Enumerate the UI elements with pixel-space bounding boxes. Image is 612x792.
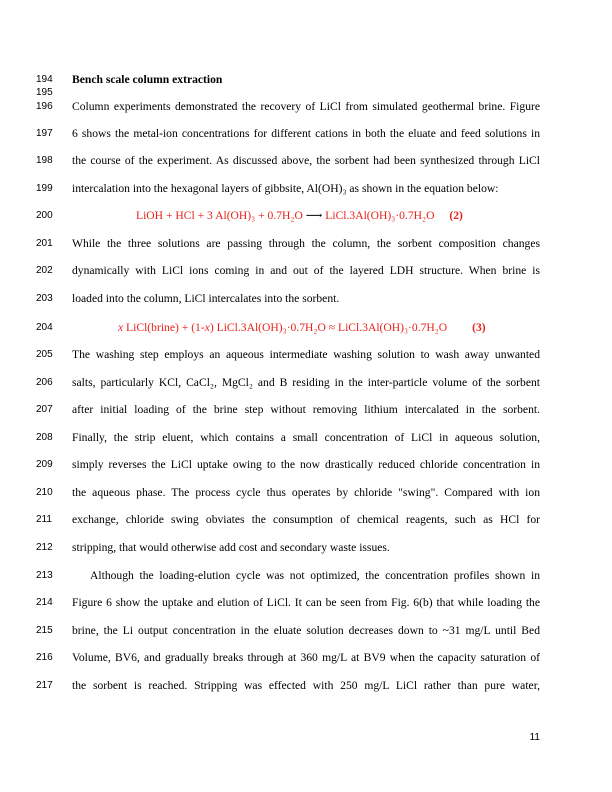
body-text-line: While the three solutions are passing through the column, the sorbent composition changes xyxy=(72,237,540,250)
body-text-line: Column experiments demonstrated the recovery of LiCl from simulated geothermal brine. Figure xyxy=(72,100,540,113)
body-text-line: Figure 6 show the uptake and elution of LiCl. It can be seen from Fig. 6(b) that while loading the xyxy=(72,596,540,609)
page-number: 11 xyxy=(529,732,540,743)
line-number: 208 xyxy=(36,432,53,443)
line-number: 197 xyxy=(36,128,53,139)
equation-2-left: LiOH + HCl + 3 Al(OH)₃ + 0.7H₂O xyxy=(136,209,303,222)
equation-3-number: (3) xyxy=(472,321,486,334)
body-text-line: exchange, chloride swing obviates the consumption of chemical reagents, such as HCl for xyxy=(72,513,540,526)
line-number: 215 xyxy=(36,625,53,636)
line-number: 211 xyxy=(36,514,52,525)
equation-2 xyxy=(136,209,463,223)
line-number: 195 xyxy=(36,87,53,98)
line-number: 194 xyxy=(36,74,53,85)
equation-2-number: (2) xyxy=(449,209,463,222)
body-text-line: brine, the Li output concentration in the eluate solution decreases down to ~31 mg/L until Bed xyxy=(72,624,540,637)
equation-2-right: LiCl.3Al(OH)₃·0.7H₂O xyxy=(325,209,435,222)
body-text-line: the course of the experiment. As discussed above, the sorbent had been synthesized through LiCl xyxy=(72,154,540,167)
body-text-line: the sorbent is reached. Stripping was effected with 250 mg/L LiCl rather than pure water, xyxy=(72,679,540,692)
line-number: 209 xyxy=(36,459,53,470)
body-text-line: Although the loading-elution cycle was not optimized, the concentration profiles shown in xyxy=(90,569,540,582)
body-text-line: The washing step employs an aqueous intermediate washing solution to wash away unwanted xyxy=(72,348,540,361)
reaction-arrow-icon: ⟶ xyxy=(305,209,323,222)
line-number: 214 xyxy=(36,597,53,608)
section-heading: Bench scale column extraction xyxy=(72,73,223,86)
body-text-line: Volume, BV6, and gradually breaks through at 360 mg/L at BV9 when the capacity saturation of xyxy=(72,651,540,664)
line-number: 217 xyxy=(36,680,53,691)
body-text-line: 6 shows the metal-ion concentrations for different cations in both the eluate and feed solutions in xyxy=(72,127,540,140)
line-number: 212 xyxy=(36,542,53,553)
line-number: 213 xyxy=(36,570,53,581)
body-text-line: the aqueous phase. The process cycle thus operates by chloride "swing". Compared with ion xyxy=(72,486,540,499)
line-number: 203 xyxy=(36,293,53,304)
body-text-line: loaded into the column, LiCl intercalates into the sorbent. xyxy=(72,292,340,305)
line-number: 198 xyxy=(36,155,53,166)
line-number: 201 xyxy=(36,238,53,249)
line-number: 216 xyxy=(36,652,53,663)
equation-3-part: LiCl(brine) + (1- xyxy=(123,321,205,334)
body-text-line: Finally, the strip eluent, which contains a small concentration of LiCl in aqueous solution, xyxy=(72,431,540,444)
line-number: 210 xyxy=(36,487,53,498)
line-number: 206 xyxy=(36,377,53,388)
line-number: 199 xyxy=(36,183,53,194)
line-number: 202 xyxy=(36,265,53,276)
line-number: 196 xyxy=(36,101,53,112)
equation-3-variable: x xyxy=(204,321,210,334)
equation-3-part: ) LiCl.3Al(OH)₃·0.7H₂O ≈ LiCl.3Al(OH)₃·0.7H₂O xyxy=(209,321,448,334)
equation-3-variable: x xyxy=(118,321,124,334)
line-number: 207 xyxy=(36,404,53,415)
line-number: 205 xyxy=(36,349,53,360)
body-text-line: simply reverses the LiCl uptake owing to the now drastically reduced chloride concentration in xyxy=(72,458,540,471)
body-text-line: dynamically with LiCl ions coming in and out of the layered LDH structure. When brine is xyxy=(72,264,540,277)
body-text-line: after initial loading of the brine step without removing lithium intercalated in the sorbent. xyxy=(72,403,540,416)
body-text-line: intercalation into the hexagonal layers of gibbsite, Al(OH)₃ as shown in the equation below: xyxy=(72,182,499,195)
body-text-line: stripping, that would otherwise add cost and secondary waste issues. xyxy=(72,541,390,554)
line-number: 204 xyxy=(36,322,53,333)
line-number: 200 xyxy=(36,210,53,221)
body-text-line: salts, particularly KCl, CaCl₂, MgCl₂ and B residing in the inter-particle volume of the sorbent xyxy=(72,376,540,389)
equation-3 xyxy=(118,321,486,335)
